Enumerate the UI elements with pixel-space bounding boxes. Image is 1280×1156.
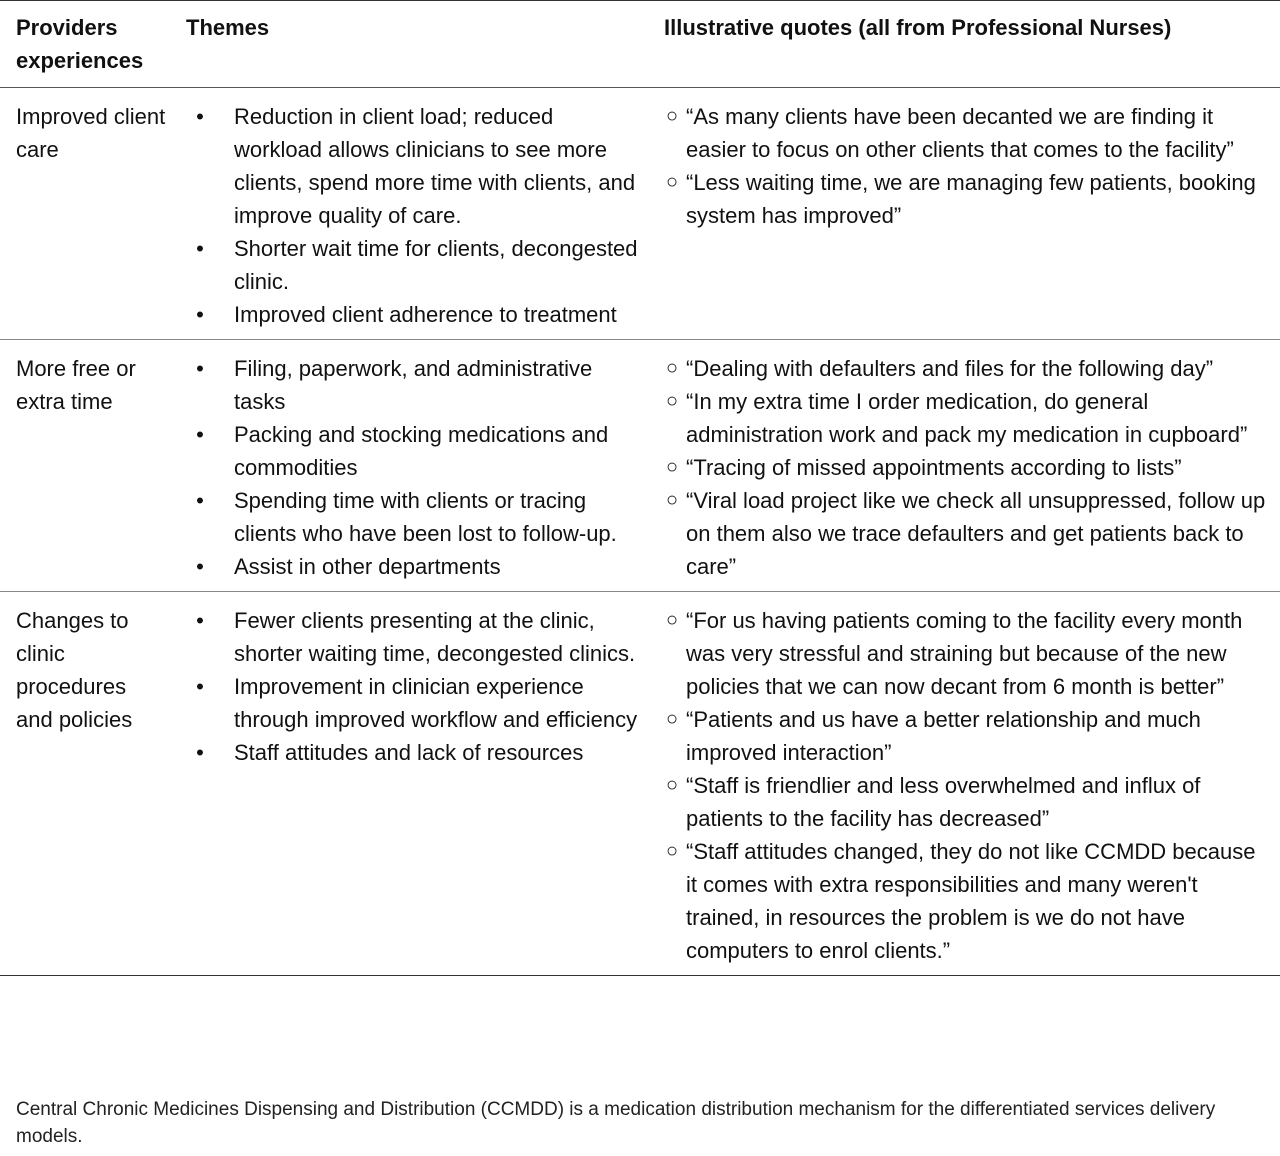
bullet-icon: • bbox=[196, 608, 204, 633]
header-themes: Themes bbox=[186, 15, 270, 40]
circle-bullet-icon: ○ bbox=[665, 708, 679, 730]
list-item bbox=[664, 166, 1266, 232]
table-row bbox=[0, 592, 1280, 976]
bullet-icon: • bbox=[196, 674, 204, 699]
quotes-list bbox=[664, 100, 1266, 232]
bullet-icon: • bbox=[196, 740, 204, 765]
themes-list bbox=[186, 100, 640, 331]
quote-text: “Staff attitudes changed, they do not like CCMDD because it comes with extra responsibilities and many weren't trained, in resources the problem is we do not have computers to enrol clients.” bbox=[686, 839, 1256, 963]
quotes-cell bbox=[650, 592, 1280, 976]
themes-cell bbox=[172, 340, 650, 592]
circle-bullet-icon: ○ bbox=[665, 774, 679, 796]
bullet-icon: • bbox=[196, 356, 204, 381]
list-item bbox=[664, 604, 1266, 703]
bullet-icon: • bbox=[196, 236, 204, 261]
header-illustrative-quotes: Illustrative quotes (all from Professional Nurses) bbox=[664, 15, 1172, 40]
list-item bbox=[186, 550, 640, 583]
list-item bbox=[664, 835, 1266, 967]
bullet-icon: • bbox=[196, 422, 204, 447]
theme-text: Packing and stocking medications and commodities bbox=[234, 422, 609, 480]
circle-bullet-icon: ○ bbox=[665, 489, 679, 511]
quote-text: “Staff is friendlier and less overwhelmed and influx of patients to the facility has decreased” bbox=[686, 773, 1201, 831]
bullet-icon: • bbox=[196, 488, 204, 513]
list-item bbox=[664, 484, 1266, 583]
circle-bullet-icon: ○ bbox=[665, 456, 679, 478]
list-item bbox=[186, 352, 640, 418]
theme-text: Fewer clients presenting at the clinic, shorter waiting time, decongested clinics. bbox=[234, 608, 636, 666]
list-item bbox=[664, 769, 1266, 835]
theme-text: Assist in other departments bbox=[234, 554, 501, 579]
list-item bbox=[186, 298, 640, 331]
list-item bbox=[664, 451, 1266, 484]
list-item bbox=[664, 352, 1266, 385]
list-item bbox=[664, 703, 1266, 769]
theme-text: Spending time with clients or tracing clients who have been lost to follow-up. bbox=[234, 488, 617, 546]
quotes-list bbox=[664, 352, 1266, 583]
themes-list bbox=[186, 352, 640, 583]
experience-cell: Improved client care bbox=[16, 104, 166, 162]
quotes-cell bbox=[650, 340, 1280, 592]
quotes-list bbox=[664, 604, 1266, 967]
list-item bbox=[186, 484, 640, 550]
list-item bbox=[664, 385, 1266, 451]
list-item bbox=[186, 670, 640, 736]
quote-text: “Dealing with defaulters and files for the following day” bbox=[686, 356, 1214, 381]
bullet-icon: • bbox=[196, 104, 204, 129]
circle-bullet-icon: ○ bbox=[665, 390, 679, 412]
circle-bullet-icon: ○ bbox=[665, 105, 679, 127]
table-row bbox=[0, 340, 1280, 592]
bullet-icon: • bbox=[196, 302, 204, 327]
quote-text: “Viral load project like we check all unsuppressed, follow up on them also we trace defaulters and get patients back to care” bbox=[686, 488, 1266, 579]
themes-cell bbox=[172, 592, 650, 976]
quote-text: “As many clients have been decanted we are finding it easier to focus on other clients that comes to the facility” bbox=[686, 104, 1234, 162]
list-item bbox=[186, 418, 640, 484]
quote-text: “Patients and us have a better relationship and much improved interaction” bbox=[686, 707, 1201, 765]
experience-cell: More free or extra time bbox=[16, 356, 136, 414]
theme-text: Shorter wait time for clients, decongested clinic. bbox=[234, 236, 638, 294]
bullet-icon: • bbox=[196, 554, 204, 579]
quote-text: “In my extra time I order medication, do general administration work and pack my medication in cupboard” bbox=[686, 389, 1248, 447]
quote-text: “For us having patients coming to the facility every month was very stressful and straining but because of the new policies that we can now decant from 6 month is better” bbox=[686, 608, 1243, 699]
list-item bbox=[186, 232, 640, 298]
circle-bullet-icon: ○ bbox=[665, 840, 679, 862]
theme-text: Reduction in client load; reduced workload allows clinicians to see more clients, spend more time with clients, and improve quality of care. bbox=[234, 104, 636, 228]
list-item bbox=[664, 100, 1266, 166]
themes-cell bbox=[172, 88, 650, 340]
theme-text: Filing, paperwork, and administrative tasks bbox=[234, 356, 593, 414]
circle-bullet-icon: ○ bbox=[665, 609, 679, 631]
circle-bullet-icon: ○ bbox=[665, 357, 679, 379]
table-header-row bbox=[0, 1, 1280, 88]
list-item bbox=[186, 100, 640, 232]
theme-text: Improved client adherence to treatment bbox=[234, 302, 617, 327]
quotes-cell bbox=[650, 88, 1280, 340]
circle-bullet-icon: ○ bbox=[665, 171, 679, 193]
themes-list bbox=[186, 604, 640, 769]
table-row bbox=[0, 88, 1280, 340]
header-providers-experiences: Providers experiences bbox=[16, 15, 144, 73]
theme-text: Staff attitudes and lack of resources bbox=[234, 740, 584, 765]
table-footnote: Central Chronic Medicines Dispensing and Distribution (CCMDD) is a medication distribution mechanism for the differentiated services delivery models. bbox=[16, 1099, 1216, 1147]
experience-cell: Changes to clinic procedures and policies bbox=[16, 608, 133, 732]
quote-text: “Less waiting time, we are managing few patients, booking system has improved” bbox=[686, 170, 1256, 228]
list-item bbox=[186, 736, 640, 769]
list-item bbox=[186, 604, 640, 670]
theme-text: Improvement in clinician experience through improved workflow and efficiency bbox=[234, 674, 638, 732]
quote-text: “Tracing of missed appointments according to lists” bbox=[686, 455, 1182, 480]
